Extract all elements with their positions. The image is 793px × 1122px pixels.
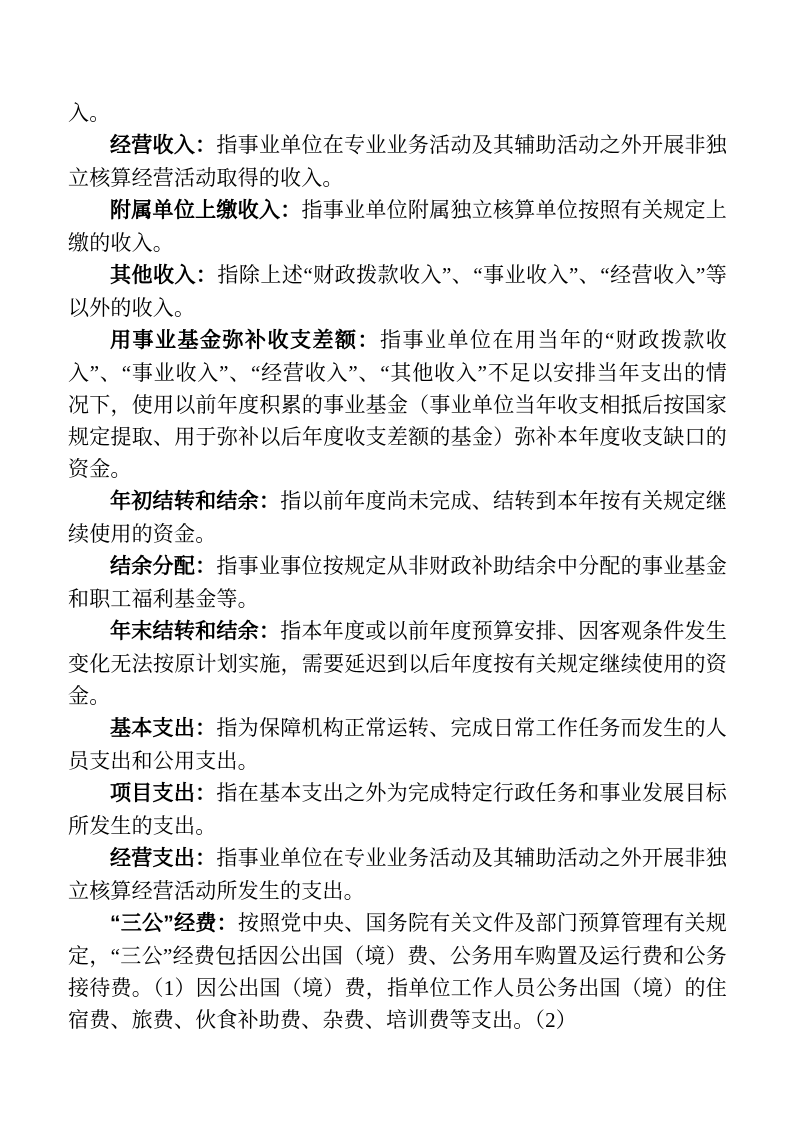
term-label: 基本支出： [110, 717, 217, 740]
term-label: 其他收入： [110, 264, 218, 287]
paragraph-surplus-distribution [68, 550, 727, 615]
paragraph-text: 指以前年度尚未完成、结转到本年按有关规定继续使用的资金。 [68, 489, 727, 546]
paragraph-three-public-funds [68, 907, 727, 1036]
paragraph-operating-income [68, 129, 727, 194]
term-label: 经营收入： [110, 134, 217, 157]
term-label: 年初结转和结余： [110, 490, 281, 513]
term-label: 用事业基金弥补收支差额： [110, 329, 380, 352]
paragraph-yearend-carryover [68, 615, 727, 712]
paragraph-text: 按照党中央、国务院有关文件及部门预算管理有关规定，“三公”经费包括因公出国（境）费、公务用车购置及运行费和公务接待费。（1）因公出国（境）费，指单位工作人员公务出国（境）的住宿费、旅费、伙食补助费、杂费、培训费等支出。（2） [68, 911, 727, 1032]
term-label: 附属单位上缴收入： [110, 199, 302, 222]
paragraph-other-income [68, 259, 727, 324]
term-label: 年末结转和结余： [110, 620, 281, 643]
paragraph-text: 指为保障机构正常运转、完成日常工作任务而发生的人员支出和公用支出。 [68, 716, 727, 773]
paragraph-basic-expenditure [68, 712, 727, 777]
paragraph-continuation [68, 97, 727, 129]
paragraph-fund-deficit-coverage [68, 324, 727, 485]
paragraph-affiliated-unit-income [68, 194, 727, 259]
paragraph-beginning-carryover [68, 485, 727, 550]
paragraph-text: 指在基本支出之外为完成特定行政任务和事业发展目标所发生的支出。 [68, 781, 727, 838]
paragraph-text: 指事业单位在专业业务活动及其辅助活动之外开展非独立核算经营活动所发生的支出。 [68, 846, 727, 903]
paragraph-text: 入。 [68, 101, 111, 125]
term-label: 经营支出： [110, 847, 217, 870]
paragraph-text: 指事业事位按规定从非财政补助结余中分配的事业基金和职工福利基金等。 [68, 554, 727, 611]
paragraph-text: 指事业单位在用当年的“财政拨款收入”、“事业收入”、“经营收入”、“其他收入”不足以安排当年支出的情况下，使用以前年度积累的事业基金（事业单位当年收支相抵后按国家规定提取、用于弥补以后年度收支差额的基金）弥补本年度收支缺口的资金。 [68, 328, 727, 481]
term-label: 结余分配： [110, 555, 217, 578]
paragraph-text: 指除上述“财政拨款收入”、“事业收入”、“经营收入”等以外的收入。 [68, 263, 728, 320]
term-label: 项目支出： [110, 782, 217, 805]
term-label: “三公”经费： [110, 912, 238, 935]
paragraph-text: 指事业单位在专业业务活动及其辅助活动之外开展非独立核算经营活动取得的收入。 [68, 133, 727, 190]
paragraph-text: 指事业单位附属独立核算单位按照有关规定上缴的收入。 [68, 198, 727, 255]
paragraph-text: 指本年度或以前年度预算安排、因客观条件发生变化无法按原计划实施，需要延迟到以后年度按有关规定继续使用的资金。 [68, 619, 727, 708]
paragraph-operating-expenditure [68, 842, 727, 907]
paragraph-project-expenditure [68, 777, 727, 842]
